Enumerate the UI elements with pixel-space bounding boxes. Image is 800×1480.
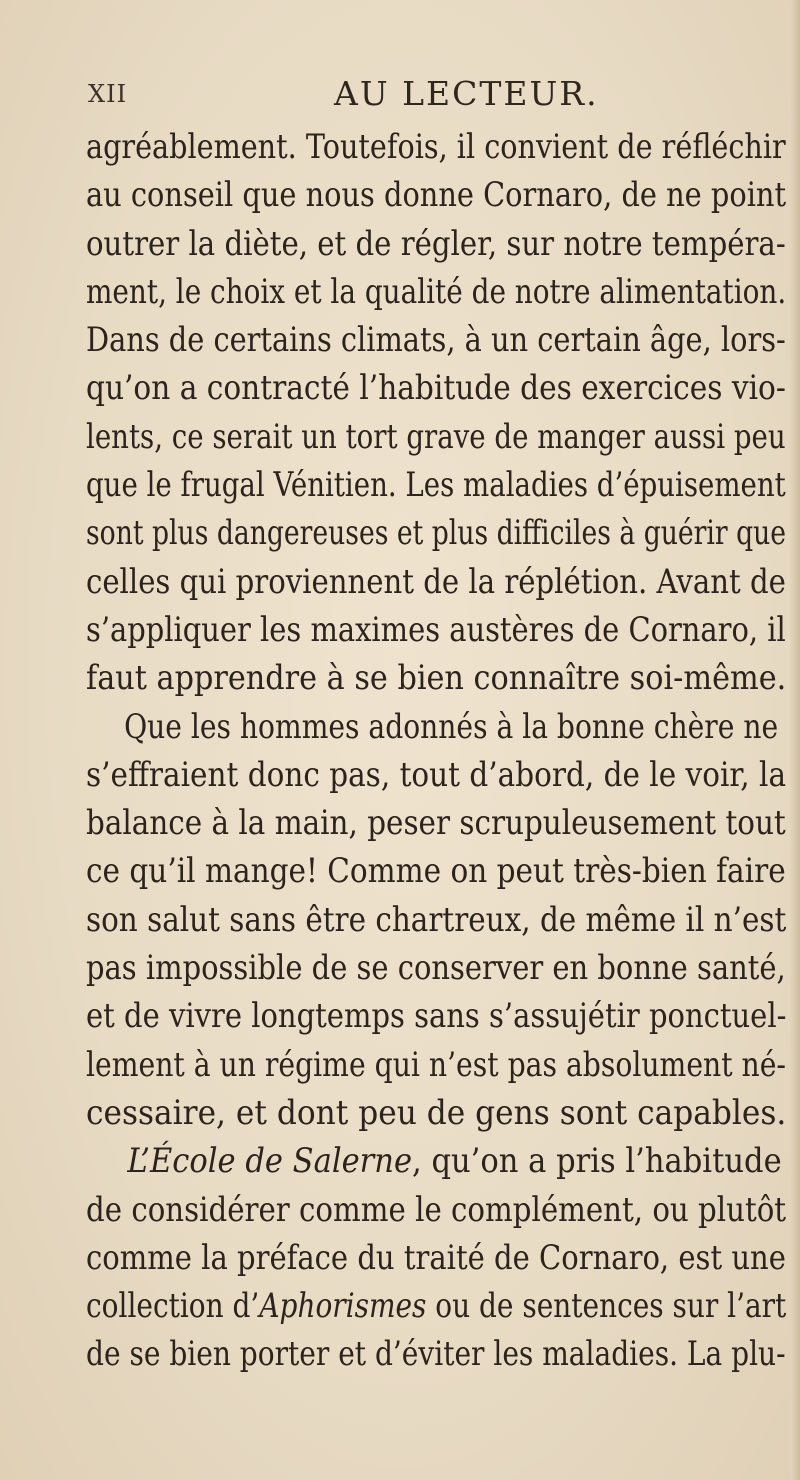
text-line: qu’on a contracté l’habitude des exercices vio-	[86, 368, 786, 409]
text-line: sont plus dangereuses et plus difficiles à guérir que	[86, 513, 787, 554]
text-line: au conseil que nous donne Cornaro, de ne point	[86, 175, 787, 216]
book-title-italic: L’École de Salerne	[127, 1141, 413, 1182]
running-head: AU LECTEUR.	[334, 74, 599, 113]
text-run: , qu’on a pris l’habitude	[412, 1141, 782, 1182]
text-line: balance à la main, peser scrupuleusement tout	[86, 803, 786, 844]
text-line: de considérer comme le complément, ou plutôt	[86, 1189, 787, 1230]
text-line: s’effraient donc pas, tout d’abord, de le voir, la	[86, 754, 787, 795]
text-line: lement à un régime qui n’est pas absolument né-	[86, 1044, 786, 1085]
text-line: de se bien porter et d’éviter les maladies. La plu-	[86, 1334, 786, 1375]
text-line: celles qui proviennent de la réplétion. Avant de	[86, 561, 786, 602]
page-number: XII	[88, 80, 128, 108]
page-header	[88, 74, 778, 114]
text-line	[86, 1282, 787, 1330]
text-line: ment, le choix et la qualité de notre alimentation.	[86, 271, 787, 312]
text-line: s’appliquer les maximes austères de Cornaro, il	[86, 609, 786, 650]
text-line: son salut sans être chartreux, de même il n’est	[86, 899, 787, 940]
paragraph-start-line: Que les hommes adonnés à la bonne chère ne	[124, 706, 779, 747]
page-edge	[790, 0, 800, 1480]
text-line: pas impossible de se conserver en bonne santé,	[86, 948, 786, 989]
text-line: cessaire, et dont peu de gens sont capables.	[86, 1092, 787, 1133]
italic-term: Aphorismes	[259, 1286, 427, 1327]
text-line: Dans de certains climats, à un certain âge, lors-	[86, 320, 786, 361]
text-line: outrer la diète, et de régler, sur notre tempéra-	[86, 223, 786, 264]
text-line: et de vivre longtemps sans s’assujétir ponctuel-	[86, 996, 787, 1037]
paragraph-start-line	[86, 1137, 782, 1185]
text-line: faut apprendre à se bien connaître soi-même.	[86, 658, 787, 699]
body-text	[86, 123, 786, 1379]
text-line: ce qu’il mange! Comme on peut très-bien faire	[86, 851, 786, 892]
text-line: agréablement. Toutefois, il convient de réfléchir	[86, 127, 786, 167]
text-line: comme la préface du traité de Cornaro, est une	[86, 1237, 786, 1278]
text-run: collection d’	[86, 1286, 260, 1327]
text-line: que le frugal Vénitien. Les maladies d’épuisement	[86, 465, 786, 506]
text-line: lents, ce serait un tort grave de manger aussi peu	[86, 416, 786, 457]
text-run: ou de sentences sur l’art	[426, 1286, 787, 1327]
